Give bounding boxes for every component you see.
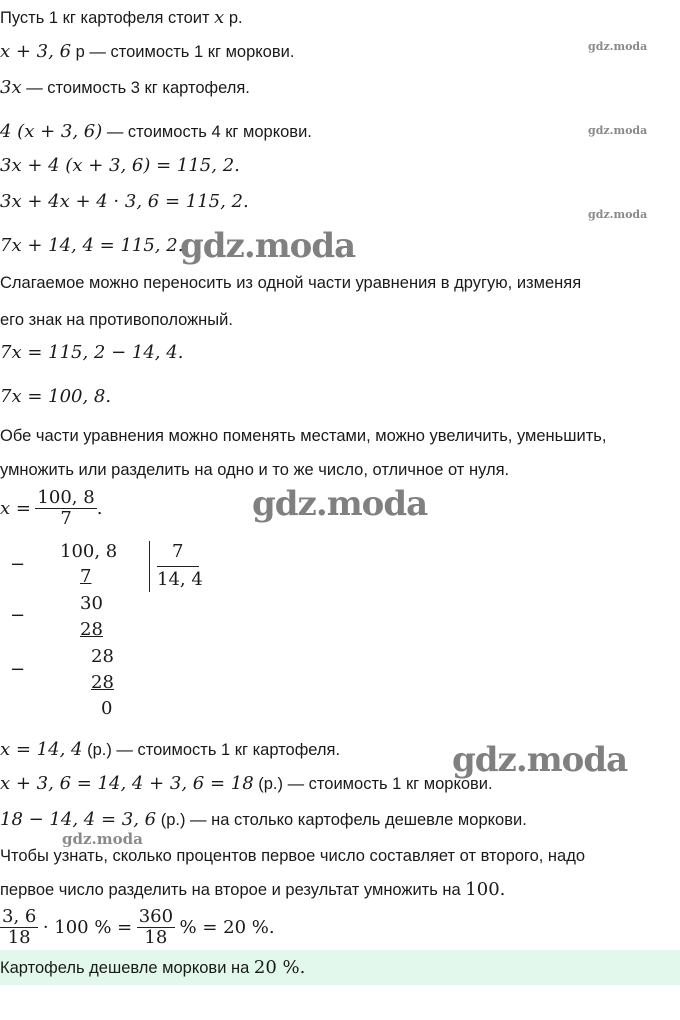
watermark-small-4: gdz.moda bbox=[62, 830, 143, 848]
line-3 bbox=[0, 78, 250, 98]
math-20-mid: · 100 % = bbox=[42, 917, 133, 938]
watermark-small-2: gdz.moda bbox=[588, 124, 648, 137]
quotient: 14, 4 bbox=[157, 569, 203, 590]
math-3: 3x bbox=[0, 77, 22, 98]
line-14 bbox=[0, 488, 102, 529]
line-5: 3x + 4 (x + 3, 6) = 115, 2. bbox=[0, 155, 240, 176]
minus-2: − bbox=[10, 605, 26, 626]
text-17: (р.) — на столько картофель дешевле моркови. bbox=[156, 811, 527, 829]
fraction-1-den: 18 bbox=[7, 927, 31, 948]
line-8: Слагаемое можно переносить из одной части уравнения в другую, изменяя bbox=[0, 274, 582, 292]
math-dot: . bbox=[96, 498, 103, 519]
text-4: — стоимость 4 кг моркови. bbox=[102, 123, 312, 141]
text-3: — стоимость 3 кг картофеля. bbox=[21, 79, 250, 97]
fraction-2-den: 18 bbox=[144, 927, 168, 948]
math-lhs: x = bbox=[0, 498, 31, 519]
answer-value: 20 %. bbox=[253, 957, 306, 978]
fraction-num: 100, 8 bbox=[37, 487, 95, 508]
watermark-large-2: gdz.moda bbox=[252, 484, 428, 524]
division-result: 0 bbox=[101, 698, 113, 719]
line-13: умножить или разделить на одно и то же число, отличное от нуля. bbox=[0, 461, 510, 479]
text-1: Пусть 1 кг картофеля стоит bbox=[0, 9, 210, 27]
math-20-end: % = 20 %. bbox=[179, 917, 275, 938]
divisor-line bbox=[157, 566, 199, 567]
math-17: 18 − 14, 4 = 3, 6 bbox=[0, 809, 157, 830]
fraction bbox=[35, 488, 96, 529]
dividend: 100, 8 bbox=[60, 541, 118, 562]
minus-1: − bbox=[10, 554, 26, 575]
line-7: 7x + 14, 4 = 115, 2. bbox=[0, 235, 184, 256]
fraction-1-num: 3, 6 bbox=[2, 907, 37, 927]
subtrahend-1: 7 bbox=[80, 566, 92, 587]
line-10: 7x = 115, 2 − 14, 4. bbox=[0, 342, 184, 363]
text-15: (р.) — стоимость 1 кг картофеля. bbox=[82, 741, 341, 759]
text-19: первое число разделить на второе и результат умножить на bbox=[0, 881, 461, 899]
math-19: 100. bbox=[465, 879, 506, 900]
remainder-1: 30 bbox=[80, 593, 103, 614]
line-20 bbox=[0, 907, 275, 949]
line-12: Обе части уравнения можно поменять местами, можно увеличить, уменьшить, bbox=[0, 427, 607, 445]
math-4: 4 (x + 3, 6) bbox=[0, 121, 103, 142]
division-bar bbox=[149, 541, 150, 592]
line-4 bbox=[0, 122, 312, 142]
line-1 bbox=[0, 8, 243, 28]
text-2: р — стоимость 1 кг моркови. bbox=[71, 43, 295, 61]
text-16: (р.) — стоимость 1 кг моркови. bbox=[253, 775, 493, 793]
unit-1: р. bbox=[224, 9, 243, 27]
answer-line bbox=[0, 958, 305, 978]
fraction-1 bbox=[0, 907, 38, 948]
line-11: 7x = 100, 8. bbox=[0, 386, 112, 407]
var-x: x bbox=[214, 7, 225, 28]
fraction-2-num: 360 bbox=[138, 907, 174, 927]
fraction-den: 7 bbox=[60, 508, 72, 529]
watermark-small-3: gdz.moda bbox=[588, 208, 648, 221]
minus-3: − bbox=[10, 659, 26, 680]
math-2: x + 3, 6 bbox=[0, 41, 72, 62]
line-15 bbox=[0, 740, 340, 760]
subtrahend-2: 28 bbox=[80, 619, 103, 640]
answer-text: Картофель дешевле моркови на bbox=[0, 959, 250, 977]
watermark-large-1: gdz.moda bbox=[180, 226, 356, 266]
math-16: x + 3, 6 = 14, 4 + 3, 6 = 18 bbox=[0, 773, 254, 794]
math-15: x = 14, 4 bbox=[0, 739, 83, 760]
watermark-large-3: gdz.moda bbox=[452, 740, 628, 780]
line-18: Чтобы узнать, сколько процентов первое число составляет от второго, надо bbox=[0, 847, 586, 865]
watermark-small-1: gdz.moda bbox=[588, 40, 648, 53]
line-19 bbox=[0, 880, 505, 900]
line-17 bbox=[0, 810, 527, 830]
line-9: его знак на противоположный. bbox=[0, 311, 233, 329]
line-6: 3x + 4x + 4 · 3, 6 = 115, 2. bbox=[0, 191, 249, 212]
subtrahend-3: 28 bbox=[91, 672, 114, 693]
remainder-2: 28 bbox=[91, 646, 114, 667]
divisor: 7 bbox=[172, 541, 184, 562]
line-16 bbox=[0, 774, 493, 794]
fraction-2 bbox=[137, 907, 175, 948]
line-2 bbox=[0, 42, 294, 62]
